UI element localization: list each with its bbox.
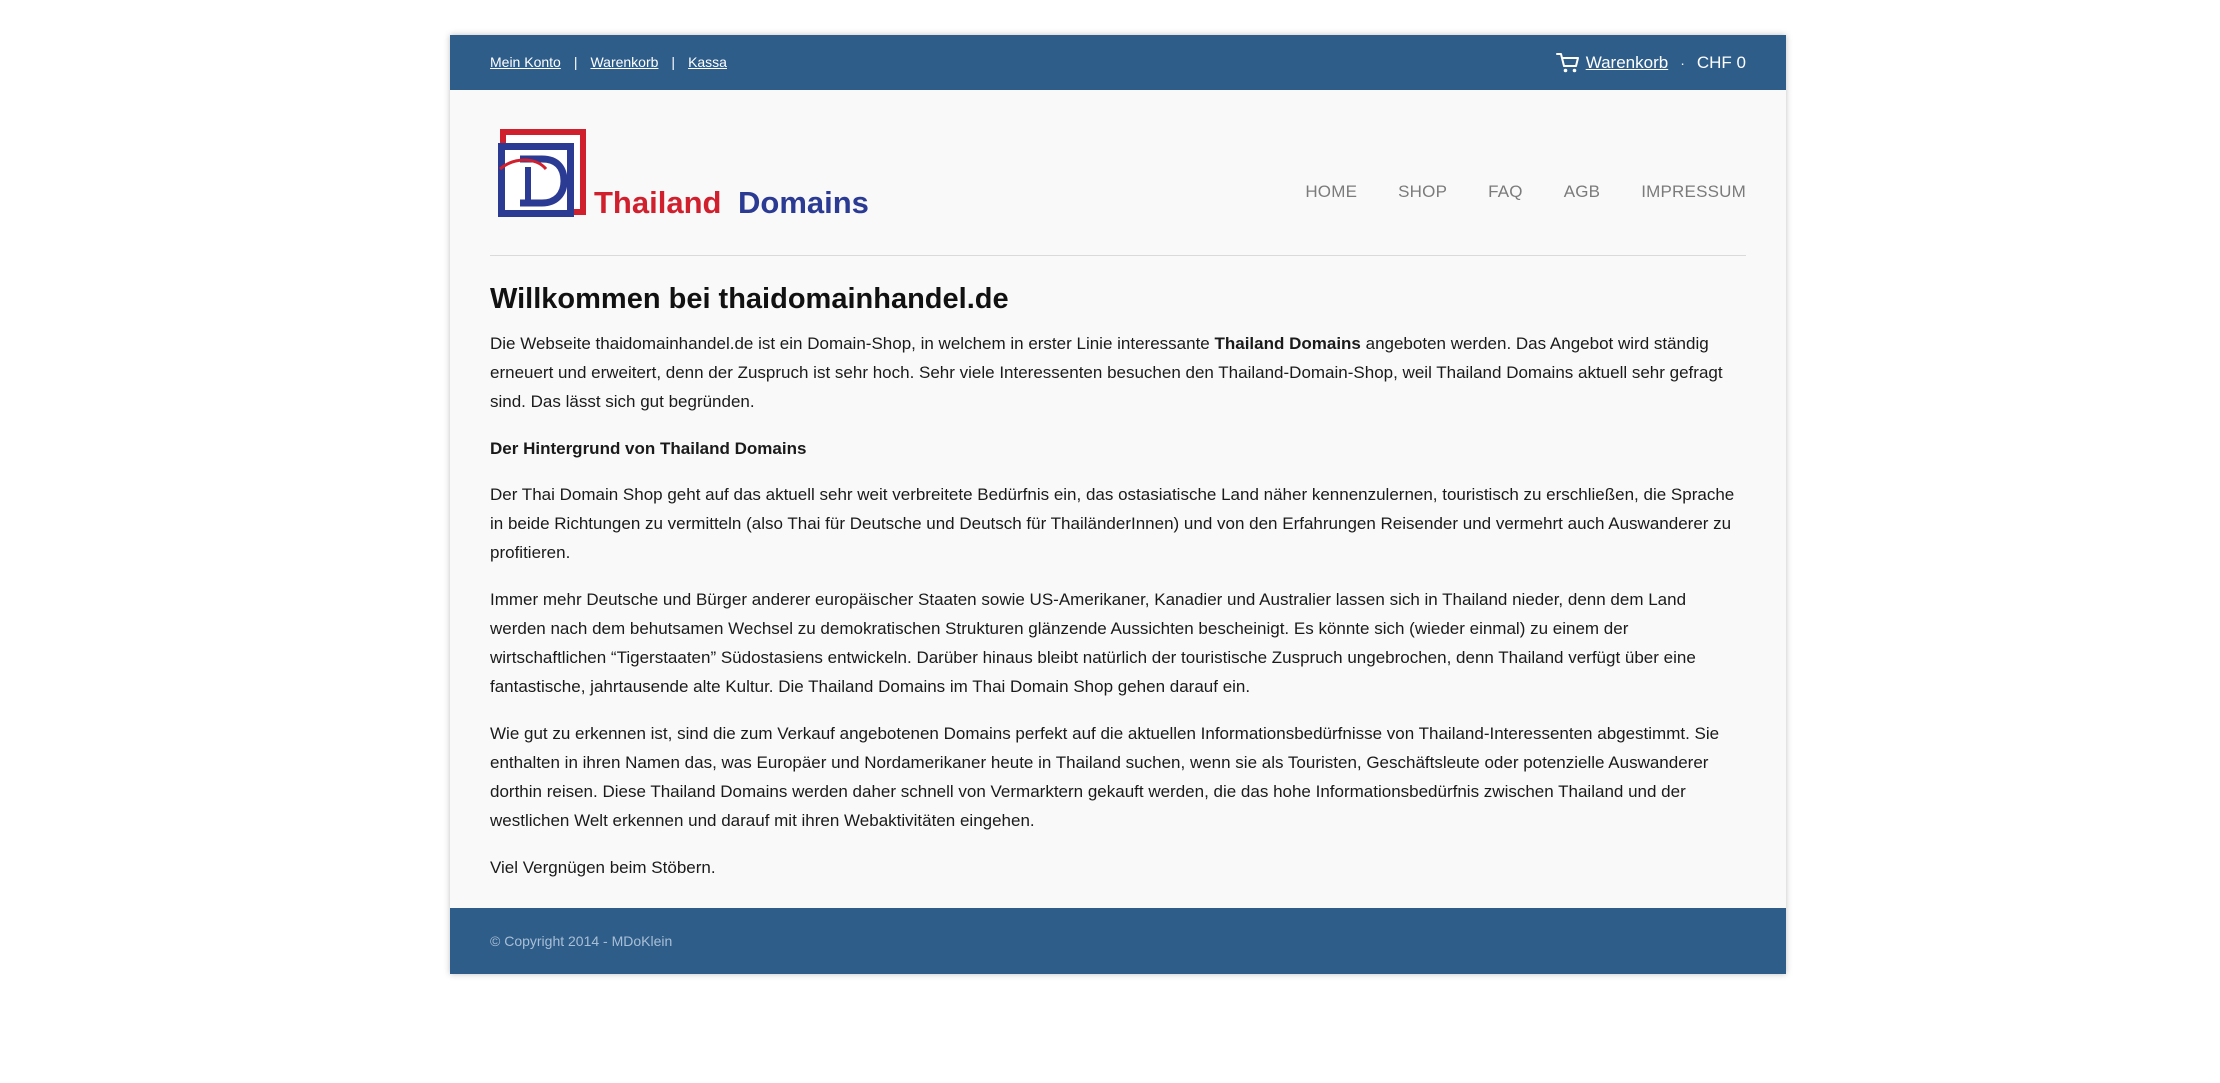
- intro-text-end: angeboten werden. Das Angebot wird ständig erneuert und erweitert, denn der Zuspruch ist sehr hoch. Sehr viele Interessenten besuchen den Thailand-Domain-Shop, weil Thailand Domains aktuell sehr gefragt sind. Das lässt sich gut begründen.: [490, 333, 1723, 411]
- closing-paragraph: Viel Vergnügen beim Stöbern.: [490, 857, 716, 877]
- page-title: Willkommen bei thaidomainhandel.de: [490, 283, 1009, 315]
- main-content: [450, 281, 1786, 908]
- body-paragraph: Wie gut zu erkennen ist, sind die zum Verkauf angebotenen Domains perfekt auf die aktuellen Informationsbedürfnisse von Thailand-Interessenten abgestimmt. Sie enthalten in ihren Namen das, was Europäer und Nordamerikaner heute in Thailand suchen, wenn sie als Touristen, Geschäftsleute oder potenzielle Auswanderer dorthin reisen. Diese Thailand Domains werden daher schnell von Vermarktern gekauft werden, die das hohe Informationsbedürfnis zwischen Thailand und der westlichen Welt erkennen und darauf mit ihren Webaktivitäten eingehen.: [490, 723, 1720, 830]
- main-nav: [1264, 182, 1746, 202]
- section-heading: Der Hintergrund von Thailand Domains: [490, 438, 807, 458]
- cart-icon[interactable]: [1556, 52, 1580, 74]
- cart-total: CHF 0: [1696, 52, 1746, 72]
- site-footer: [450, 908, 1786, 974]
- copyright-text: © Copyright 2014 - MDoKlein: [490, 932, 673, 949]
- account-links: [490, 54, 727, 70]
- link-separator: |: [671, 53, 676, 70]
- cart-link[interactable]: Warenkorb: [590, 53, 659, 70]
- page-wrapper: [450, 35, 1786, 974]
- nav-home[interactable]: HOME: [1305, 182, 1358, 201]
- cart-separator: ·: [1680, 54, 1685, 71]
- link-separator: |: [573, 53, 578, 70]
- body-paragraph: Immer mehr Deutsche und Bürger anderer europäischer Staaten sowie US-Amerikaner, Kanadier und Australier lassen sich in Thailand nieder, denn dem Land werden nach dem behutsamen Wechsel zu demokratischen Strukturen glänzende Aussichten bescheinigt. Es könnte sich (wieder einmal) zu einem der wirtschaftlichen “Tigerstaaten” Südostasiens entwickeln. Darüber hinaus bleibt natürlich der touristische Zuspruch ungebrochen, denn Thailand verfügt über eine fantastische, jahrtausende alte Kultur. Die Thailand Domains im Thai Domain Shop gehen darauf ein.: [490, 589, 1696, 696]
- site-header: [490, 90, 1746, 256]
- logo-text-domains: Domains: [738, 185, 869, 220]
- top-bar: [450, 35, 1786, 90]
- intro-highlight: Thailand Domains: [1214, 333, 1361, 353]
- nav-impressum[interactable]: IMPRESSUM: [1641, 182, 1746, 201]
- nav-shop[interactable]: SHOP: [1398, 182, 1448, 201]
- my-account-link[interactable]: Mein Konto: [490, 53, 561, 70]
- body-paragraph: Der Thai Domain Shop geht auf das aktuell sehr weit verbreitete Bedürfnis ein, das ostasiatische Land näher kennenzulernen, touristisch zu erschließen, die Sprache in beide Richtungen zu vermitteln (also Thai für Deutsche und Deutsch für ThailänderInnen) und von den Erfahrungen Reisender und vermehrt auch Auswanderer zu profitieren.: [490, 484, 1735, 562]
- mini-cart: [1556, 52, 1746, 74]
- intro-text-start: Die Webseite thaidomainhandel.de ist ein Domain-Shop, in welchem in erster Linie interessante: [490, 333, 1215, 353]
- logo-text-thailand: Thailand: [594, 185, 722, 220]
- nav-faq[interactable]: FAQ: [1488, 182, 1523, 201]
- checkout-link[interactable]: Kassa: [688, 53, 727, 70]
- nav-agb[interactable]: AGB: [1563, 182, 1601, 201]
- site-logo[interactable]: [490, 125, 882, 221]
- intro-paragraph: [490, 329, 1746, 416]
- cart-button[interactable]: Warenkorb: [1585, 52, 1669, 72]
- logo-emblem-icon: [498, 129, 586, 217]
